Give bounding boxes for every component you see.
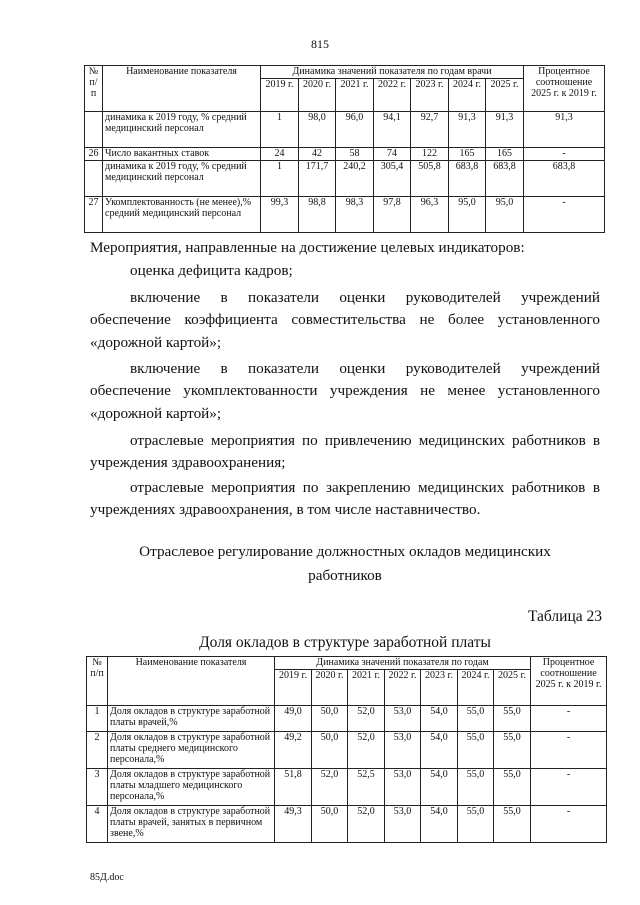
row-percent: 91,3 <box>524 112 605 148</box>
header-year: 2021 г. <box>336 79 374 112</box>
header-year: 2024 г. <box>449 79 486 112</box>
row-value: 98,0 <box>299 112 336 148</box>
footer-filename: 85Д.doc <box>90 872 124 883</box>
header-dynamics: Динамика значений показателя по годам <box>275 657 531 670</box>
table-number: Таблица 23 <box>527 608 602 625</box>
header-dynamics: Динамика значений показателя по годам врачи <box>261 66 524 79</box>
table-row <box>85 148 605 161</box>
row-value: 54,0 <box>421 806 458 843</box>
row-name: Доля окладов в структуре заработной платы младшего медицинского персонала,% <box>108 769 275 806</box>
row-value: 1 <box>261 112 299 148</box>
row-num: 1 <box>87 706 108 732</box>
row-value: 305,4 <box>374 161 411 197</box>
row-value: 165 <box>486 148 524 161</box>
row-num: 3 <box>87 769 108 806</box>
row-value: 54,0 <box>421 732 458 769</box>
row-value: 91,3 <box>449 112 486 148</box>
row-num: 4 <box>87 806 108 843</box>
measure-item: включение в показатели оценки руководителей учреждений обеспечение коэффициента совместительства не более установленного «дорожной картой»; <box>90 289 600 351</box>
row-value: 683,8 <box>449 161 486 197</box>
header-year: 2019 г. <box>261 79 299 112</box>
row-value: 53,0 <box>385 806 421 843</box>
row-num <box>85 112 103 148</box>
header-year: 2025 г. <box>486 79 524 112</box>
header-num: № п/п <box>87 657 108 706</box>
row-value: 49,0 <box>275 706 312 732</box>
row-value: 55,0 <box>494 769 531 806</box>
header-year: 2020 г. <box>312 670 348 706</box>
row-value: 50,0 <box>312 806 348 843</box>
row-value: 53,0 <box>385 769 421 806</box>
section-heading-line: работников <box>308 567 382 584</box>
table-header-row <box>85 66 605 79</box>
row-value: 52,0 <box>348 732 385 769</box>
section-heading <box>90 540 600 588</box>
table-row <box>87 769 607 806</box>
row-value: 24 <box>261 148 299 161</box>
row-value: 98,3 <box>336 197 374 233</box>
row-name: динамика к 2019 году, % средний медицинский персонал <box>103 161 261 197</box>
header-percent: Процентное соотношение 2025 г. к 2019 г. <box>531 657 607 706</box>
row-name: Доля окладов в структуре заработной платы врачей, занятых в первичном звене,% <box>108 806 275 843</box>
row-percent: - <box>524 197 605 233</box>
row-value: 50,0 <box>312 732 348 769</box>
page-number: 815 <box>311 37 329 51</box>
row-value: 96,0 <box>336 112 374 148</box>
header-year: 2020 г. <box>299 79 336 112</box>
header-year: 2024 г. <box>458 670 494 706</box>
row-value: 49,2 <box>275 732 312 769</box>
row-value: 171,7 <box>299 161 336 197</box>
row-name: Доля окладов в структуре заработной платы среднего медицинского персонала,% <box>108 732 275 769</box>
row-value: 58 <box>336 148 374 161</box>
header-year: 2023 г. <box>411 79 449 112</box>
header-year: 2023 г. <box>421 670 458 706</box>
row-value: 55,0 <box>458 806 494 843</box>
header-year: 2022 г. <box>385 670 421 706</box>
header-percent: Процентное соотношение 2025 г. к 2019 г. <box>524 66 605 112</box>
row-value: 98,8 <box>299 197 336 233</box>
row-num: 2 <box>87 732 108 769</box>
row-name: динамика к 2019 году, % средний медицинский персонал <box>103 112 261 148</box>
row-value: 97,8 <box>374 197 411 233</box>
row-percent: - <box>531 769 607 806</box>
row-percent: - <box>524 148 605 161</box>
row-name: Число вакантных ставок <box>103 148 261 161</box>
salary-share-table <box>86 656 607 843</box>
table-row <box>85 197 605 233</box>
row-value: 55,0 <box>494 732 531 769</box>
row-value: 99,3 <box>261 197 299 233</box>
header-year: 2022 г. <box>374 79 411 112</box>
measures-heading: Мероприятия, направленные на достижение целевых индикаторов: <box>90 239 525 256</box>
row-value: 94,1 <box>374 112 411 148</box>
row-num: 27 <box>85 197 103 233</box>
measure-item: оценка дефицита кадров; <box>130 262 293 279</box>
row-value: 52,0 <box>348 706 385 732</box>
indicators-table <box>84 65 605 233</box>
table-row <box>87 806 607 843</box>
row-value: 49,3 <box>275 806 312 843</box>
measure-item: отраслевые мероприятия по закреплению медицинских работников в учреждениях здравоохранения, в том числе наставничество. <box>90 479 600 519</box>
row-value: 42 <box>299 148 336 161</box>
row-value: 52,0 <box>348 806 385 843</box>
row-value: 53,0 <box>385 732 421 769</box>
row-num <box>85 161 103 197</box>
measure-item: отраслевые мероприятия по привлечению медицинских работников в учреждения здравоохранения; <box>90 432 600 472</box>
row-value: 50,0 <box>312 706 348 732</box>
row-name: Доля окладов в структуре заработной платы врачей,% <box>108 706 275 732</box>
table-row <box>85 112 605 148</box>
row-value: 55,0 <box>494 806 531 843</box>
row-value: 55,0 <box>494 706 531 732</box>
section-heading-line: Отраслевое регулирование должностных окладов медицинских <box>139 543 551 560</box>
header-num: № п/п <box>85 66 103 112</box>
table-row <box>85 161 605 197</box>
row-value: 240,2 <box>336 161 374 197</box>
header-year: 2019 г. <box>275 670 312 706</box>
header-year: 2025 г. <box>494 670 531 706</box>
row-value: 95,0 <box>449 197 486 233</box>
row-value: 122 <box>411 148 449 161</box>
header-name: Наименование показателя <box>103 66 261 112</box>
row-value: 55,0 <box>458 732 494 769</box>
row-value: 92,7 <box>411 112 449 148</box>
row-num: 26 <box>85 148 103 161</box>
header-year: 2021 г. <box>348 670 385 706</box>
row-value: 55,0 <box>458 769 494 806</box>
table-row <box>87 732 607 769</box>
row-value: 53,0 <box>385 706 421 732</box>
row-value: 165 <box>449 148 486 161</box>
row-value: 55,0 <box>458 706 494 732</box>
table-title: Доля окладов в структуре заработной платы <box>199 634 491 651</box>
row-percent: 683,8 <box>524 161 605 197</box>
row-value: 505,8 <box>411 161 449 197</box>
row-value: 54,0 <box>421 706 458 732</box>
row-value: 683,8 <box>486 161 524 197</box>
row-value: 1 <box>261 161 299 197</box>
row-percent: - <box>531 806 607 843</box>
row-value: 54,0 <box>421 769 458 806</box>
measure-item: включение в показатели оценки руководителей учреждений обеспечение укомплектованности учреждения не менее установленного «дорожной картой»; <box>90 360 600 422</box>
row-value: 52,0 <box>312 769 348 806</box>
row-percent: - <box>531 706 607 732</box>
table-header-row <box>87 657 607 670</box>
row-value: 52,5 <box>348 769 385 806</box>
row-value: 51,8 <box>275 769 312 806</box>
header-name: Наименование показателя <box>108 657 275 706</box>
row-name: Укомплектованность (не менее),% средний медицинский персонал <box>103 197 261 233</box>
row-value: 96,3 <box>411 197 449 233</box>
row-value: 74 <box>374 148 411 161</box>
row-percent: - <box>531 732 607 769</box>
table-row <box>87 706 607 732</box>
row-value: 95,0 <box>486 197 524 233</box>
row-value: 91,3 <box>486 112 524 148</box>
